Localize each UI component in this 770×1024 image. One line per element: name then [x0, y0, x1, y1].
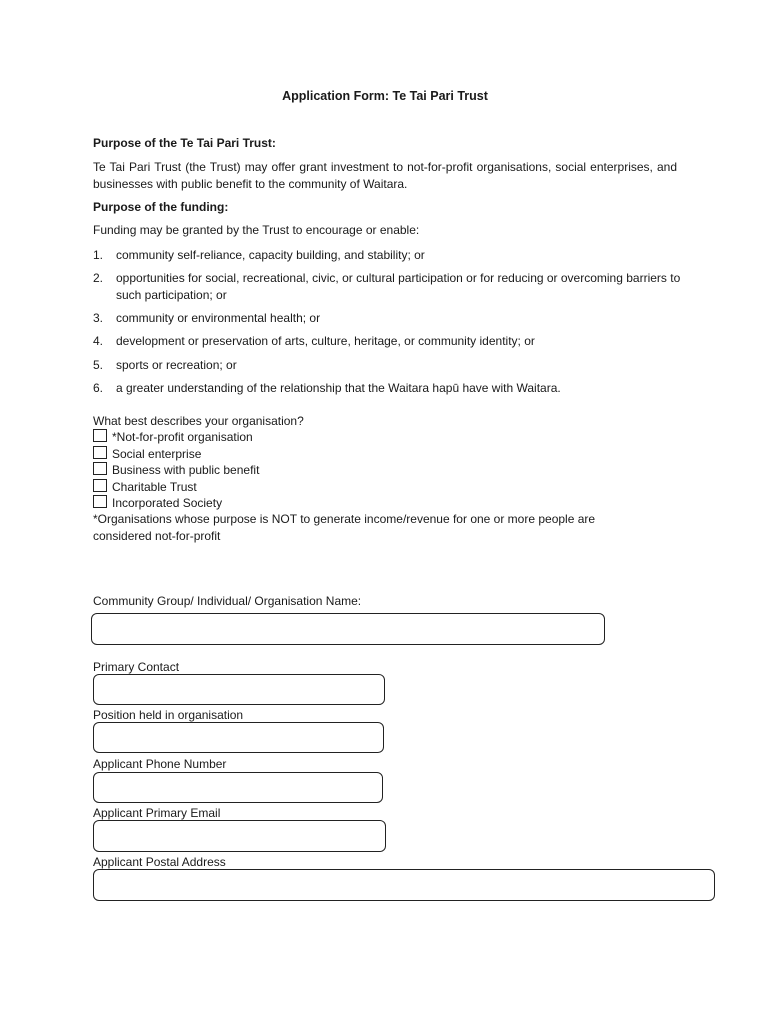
checkbox-label: *Not-for-profit organisation — [112, 430, 253, 444]
list-item — [93, 270, 693, 303]
list-item-number: 2. — [93, 271, 104, 285]
checkbox[interactable] — [93, 495, 107, 508]
list-item — [93, 333, 693, 350]
list-item — [93, 380, 693, 397]
postal-address-input[interactable] — [93, 869, 715, 901]
list-item-text: opportunities for social, recreational, civic, or cultural participation or for reducing or overcoming barriers to such participation; or — [116, 271, 681, 302]
form-title: Application Form: Te Tai Pari Trust — [282, 89, 488, 103]
list-item — [93, 357, 693, 374]
list-item — [93, 247, 693, 264]
list-item-number: 3. — [93, 311, 104, 325]
list-item-number: 1. — [93, 248, 104, 262]
email-input[interactable] — [93, 820, 386, 852]
checkbox[interactable] — [93, 479, 107, 492]
phone-label: Applicant Phone Number — [93, 757, 227, 771]
postal-address-label: Applicant Postal Address — [93, 855, 226, 869]
org-type-footnote-line2: considered not-for-profit — [93, 529, 221, 543]
funding-intro: Funding may be granted by the Trust to encourage or enable: — [93, 223, 420, 237]
list-item-number: 5. — [93, 358, 104, 372]
list-item-text: community self-reliance, capacity building, and stability; or — [116, 248, 425, 262]
org-name-label: Community Group/ Individual/ Organisation Name: — [93, 594, 362, 608]
purpose-trust-text: Te Tai Pari Trust (the Trust) may offer grant investment to not-for-profit organisations, social enterprises, and businesses with public benefit to the community of Waitara. — [93, 160, 677, 191]
list-item-text: development or preservation of arts, culture, heritage, or community identity; or — [116, 334, 535, 348]
checkbox-label: Charitable Trust — [112, 480, 197, 494]
list-item-number: 4. — [93, 334, 104, 348]
org-name-input[interactable] — [91, 613, 605, 645]
position-label: Position held in organisation — [93, 708, 244, 722]
phone-input[interactable] — [93, 772, 383, 803]
list-item-text: a greater understanding of the relationship that the Waitara hapū have with Waitara. — [116, 381, 561, 395]
list-item-number: 6. — [93, 381, 104, 395]
list-item-text: community or environmental health; or — [116, 311, 321, 325]
list-item-text: sports or recreation; or — [116, 358, 237, 372]
purpose-funding-heading: Purpose of the funding: — [93, 200, 229, 214]
purpose-trust-heading: Purpose of the Te Tai Pari Trust: — [93, 136, 276, 150]
primary-contact-input[interactable] — [93, 674, 385, 705]
checkbox[interactable] — [93, 462, 107, 475]
email-label: Applicant Primary Email — [93, 806, 221, 820]
checkbox[interactable] — [93, 446, 107, 459]
checkbox-label: Social enterprise — [112, 447, 202, 461]
org-type-question: What best describes your organisation? — [93, 414, 304, 428]
position-input[interactable] — [93, 722, 384, 753]
checkbox-label: Incorporated Society — [112, 496, 223, 510]
checkbox-label: Business with public benefit — [112, 463, 260, 477]
primary-contact-label: Primary Contact — [93, 660, 180, 674]
checkbox[interactable] — [93, 429, 107, 442]
org-type-footnote-line1: *Organisations whose purpose is NOT to generate income/revenue for one or more people are — [93, 512, 596, 526]
list-item — [93, 310, 693, 327]
